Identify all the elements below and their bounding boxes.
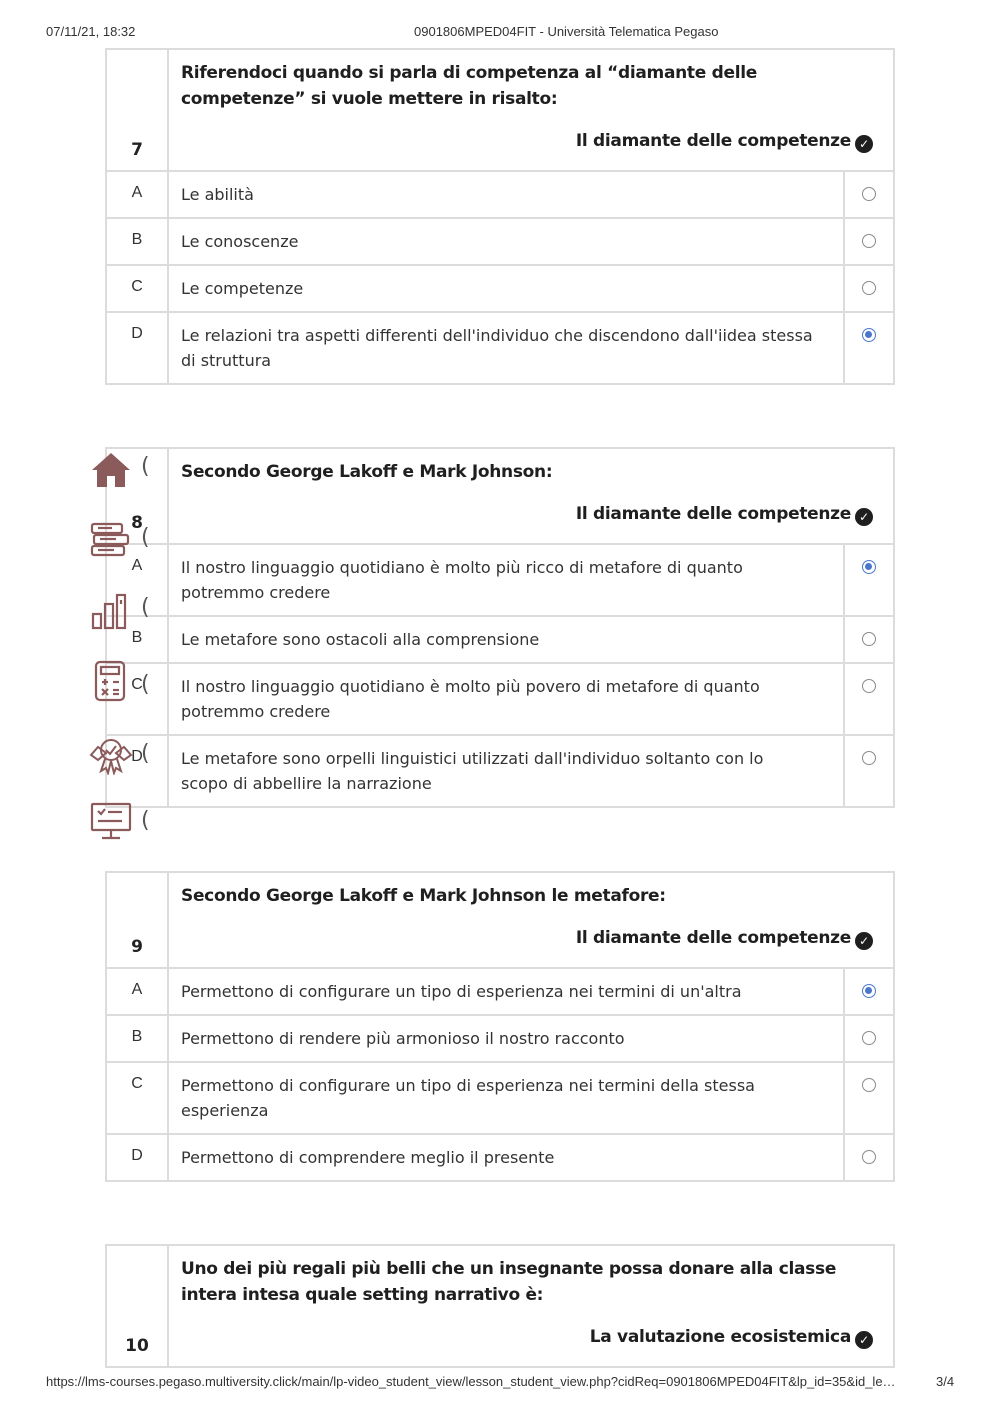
- answer-option[interactable]: [106, 1134, 894, 1181]
- question-block-7: [105, 48, 895, 385]
- answer-option[interactable]: [106, 218, 894, 265]
- check-circle-icon: ✓: [855, 1331, 873, 1349]
- option-text: Le abilità: [168, 171, 844, 218]
- option-letter: A: [106, 544, 168, 616]
- question-number: 9: [106, 872, 168, 968]
- check-circle-icon: ✓: [855, 932, 873, 950]
- sidebar-paren: (: [141, 741, 150, 766]
- radio-button-selected[interactable]: [862, 984, 876, 998]
- question-text: Secondo George Lakoff e Mark Johnson:: [181, 462, 553, 482]
- print-header: [0, 0, 1000, 48]
- answer-option[interactable]: [106, 544, 894, 616]
- question-topic: [181, 128, 873, 154]
- option-letter: B: [106, 616, 168, 663]
- question-number: 10: [106, 1245, 168, 1367]
- sidebar-paren: (: [141, 525, 150, 550]
- sidebar-paren: (: [141, 672, 150, 697]
- option-letter: A: [106, 171, 168, 218]
- option-letter: C: [106, 265, 168, 312]
- radio-button[interactable]: [862, 1150, 876, 1164]
- question-topic: [181, 1324, 873, 1350]
- question-text: Uno dei più regali più belli che un insegnante possa donare alla classe intera intesa quale setting narrativo è:: [181, 1259, 837, 1305]
- print-datetime: 07/11/21, 18:32: [46, 24, 136, 39]
- option-letter: C: [106, 663, 168, 735]
- bar-chart-icon[interactable]: [88, 590, 134, 632]
- topic-label: Il diamante delle competenze: [575, 131, 851, 151]
- answer-option[interactable]: [106, 312, 894, 384]
- award-icon[interactable]: [88, 733, 134, 775]
- question-topic: [181, 501, 873, 527]
- option-text: Le metafore sono orpelli linguistici utilizzati dall'individuo soltanto con lo scopo di abbellire la narrazione: [168, 735, 844, 807]
- question-block-10: [105, 1244, 895, 1368]
- topic-label: La valutazione ecosistemica: [589, 1327, 851, 1347]
- option-text: Le relazioni tra aspetti differenti dell'individuo che discendono dall'iidea stessa di struttura: [168, 312, 844, 384]
- sidebar-paren: (: [141, 454, 150, 479]
- question-number: 7: [106, 49, 168, 171]
- option-letter: D: [106, 735, 168, 807]
- option-text: Le competenze: [168, 265, 844, 312]
- question-text: Secondo George Lakoff e Mark Johnson le metafore:: [181, 886, 666, 906]
- answer-option[interactable]: [106, 265, 894, 312]
- answer-option[interactable]: [106, 1062, 894, 1134]
- radio-button-selected[interactable]: [862, 328, 876, 342]
- option-text: Permettono di comprendere meglio il presente: [168, 1134, 844, 1181]
- question-text: Riferendoci quando si parla di competenza al “diamante delle competenze” si vuole mettere in risalto:: [181, 63, 757, 109]
- option-letter: B: [106, 1015, 168, 1062]
- radio-button[interactable]: [862, 234, 876, 248]
- radio-button[interactable]: [862, 187, 876, 201]
- option-text: Il nostro linguaggio quotidiano è molto più povero di metafore di quanto potremmo credere: [168, 663, 844, 735]
- radio-button[interactable]: [862, 679, 876, 693]
- option-text: Permettono di rendere più armonioso il nostro racconto: [168, 1015, 844, 1062]
- sidebar-paren: (: [141, 808, 150, 833]
- option-text: Le conoscenze: [168, 218, 844, 265]
- page-number: 3/4: [936, 1374, 955, 1389]
- print-url: https://lms-courses.pegaso.multiversity.click/main/lp-video_student_view/lesson_student_view.php?cidReq=0901806MPED04FIT&lp_id=35&id_le…: [46, 1374, 896, 1389]
- answer-option[interactable]: [106, 968, 894, 1015]
- radio-button[interactable]: [862, 632, 876, 646]
- answer-option[interactable]: [106, 171, 894, 218]
- option-letter: C: [106, 1062, 168, 1134]
- radio-button[interactable]: [862, 751, 876, 765]
- home-icon[interactable]: [88, 448, 134, 490]
- check-circle-icon: ✓: [855, 508, 873, 526]
- option-text: Permettono di configurare un tipo di esperienza nei termini della stessa esperienza: [168, 1062, 844, 1134]
- option-text: Le metafore sono ostacoli alla comprensione: [168, 616, 844, 663]
- print-title: 0901806MPED04FIT - Università Telematica Pegaso: [414, 24, 719, 39]
- radio-button[interactable]: [862, 1031, 876, 1045]
- option-letter: A: [106, 968, 168, 1015]
- answer-option[interactable]: [106, 735, 894, 807]
- topic-label: Il diamante delle competenze: [575, 928, 851, 948]
- sidebar-paren: (: [141, 595, 150, 620]
- answer-option[interactable]: [106, 616, 894, 663]
- calculator-icon[interactable]: [88, 660, 134, 702]
- option-letter: B: [106, 218, 168, 265]
- option-text: Permettono di configurare un tipo di esperienza nei termini di un'altra: [168, 968, 844, 1015]
- option-letter: D: [106, 312, 168, 384]
- option-letter: D: [106, 1134, 168, 1181]
- question-block-9: [105, 871, 895, 1182]
- topic-label: Il diamante delle competenze: [575, 504, 851, 524]
- radio-button-selected[interactable]: [862, 560, 876, 574]
- check-circle-icon: ✓: [855, 135, 873, 153]
- question-number: 8: [106, 448, 168, 544]
- print-footer: [0, 1372, 1000, 1396]
- answer-option[interactable]: [106, 1015, 894, 1062]
- radio-button[interactable]: [862, 281, 876, 295]
- answer-option[interactable]: [106, 663, 894, 735]
- monitor-checklist-icon[interactable]: [88, 800, 134, 842]
- question-topic: [181, 925, 873, 951]
- question-block-8: [105, 447, 895, 808]
- option-text: Il nostro linguaggio quotidiano è molto più ricco di metafore di quanto potremmo credere: [168, 544, 844, 616]
- radio-button[interactable]: [862, 1078, 876, 1092]
- books-icon[interactable]: [88, 518, 134, 560]
